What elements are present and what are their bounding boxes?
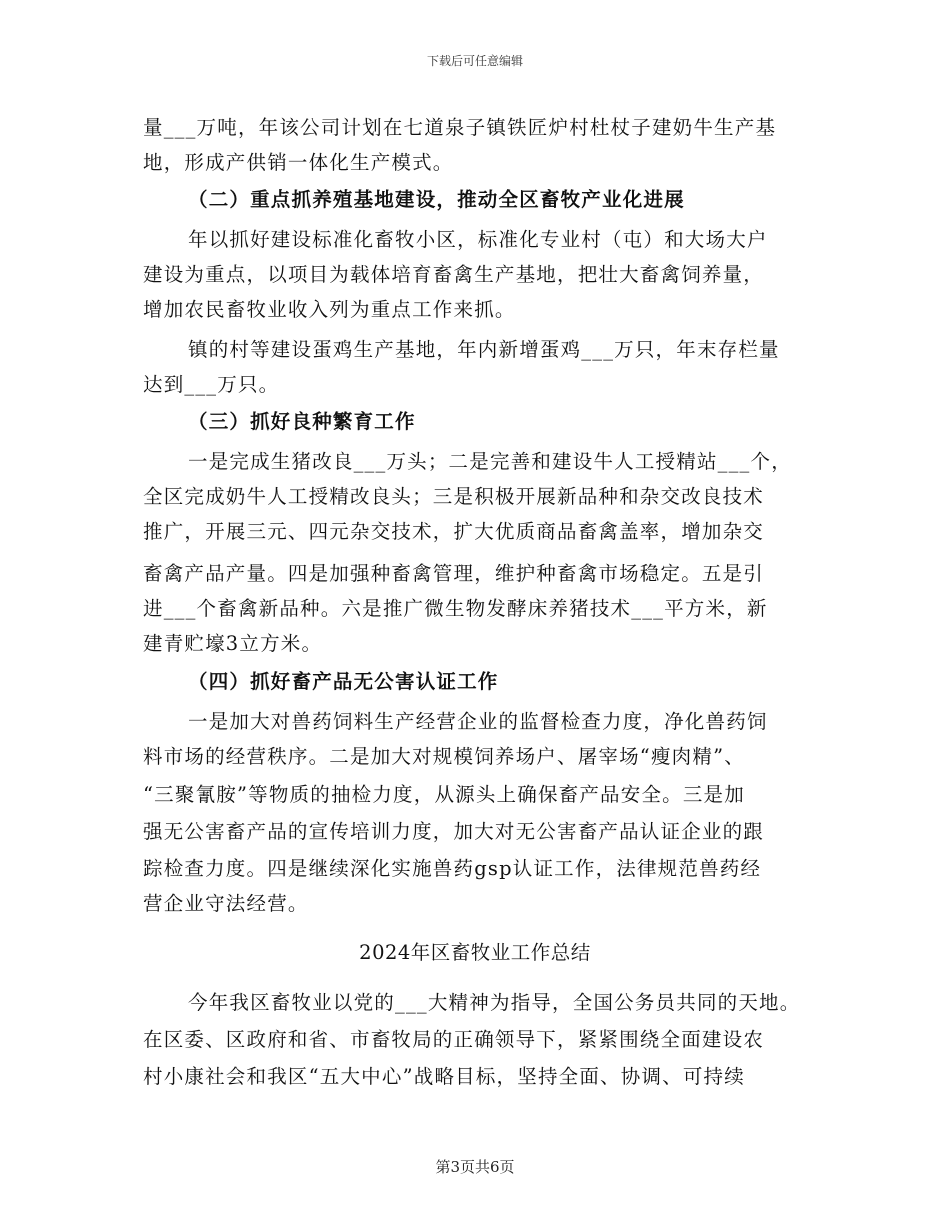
text-line: 建设为重点，以项目为载体培育畜禽生产基地，把壮大畜禽饲养量， [143,263,765,286]
text-line: 全区完成奶牛人工授精改良头；三是积极开展新品种和杂交改良技术 [143,485,765,508]
text-line: 一是加大对兽药饲料生产经营企业的监督检查力度，净化兽药饲 [188,710,768,733]
text-line: 年以抓好建设标准化畜牧小区，标准化专业村（屯）和大场大户 [188,228,768,251]
document-title: 2024年区畜牧业工作总结 [359,941,591,964]
text-line: 村小康社会和我区“五大中心”战略目标，坚持全面、协调、可持续 [143,1065,745,1088]
section-heading-2: （二）重点抓养殖基地建设，推动全区畜牧产业化进展 [188,188,685,211]
text-line: 在区委、区政府和省、市畜牧局的正确领导下，紧紧围绕全面建设农 [143,1028,765,1051]
page-footer: 第3页共6页 [435,1158,515,1176]
text-line: 建青贮壕3立方米。 [143,632,323,655]
text-line: 增加农民畜牧业收入列为重点工作来抓。 [143,298,516,321]
text-line: 地，形成产供销一体化生产模式。 [143,151,454,174]
text-line: 强无公害畜产品的宣传培训力度，加大对无公害畜产品认证企业的跟 [143,820,765,843]
text-line: 踪检查力度。四是继续深化实施兽药gsp认证工作，法律规范兽药经 [143,857,762,880]
text-line: 量___万吨，年该公司计划在七道泉子镇铁匠炉村杜杖子建奶牛生产基 [143,116,777,139]
page-header: 下载后可任意编辑 [426,54,523,68]
text-line: 一是完成生猪改良___万头；二是完善和建设牛人工授精站___个， [188,450,792,473]
text-line: “三聚氰胺”等物质的抽检力度，从源头上确保畜产品安全。三是加 [143,783,745,806]
text-line: 推广，开展三元、四元杂交技术，扩大优质商品畜禽盖率，增加杂交 [143,520,765,543]
text-line: 畜禽产品产量。四是加强种畜禽管理，维护种畜禽市场稳定。五是引 [143,562,765,585]
text-line: 达到___万只。 [143,373,280,396]
section-heading-4: （四）抓好畜产品无公害认证工作 [188,670,499,693]
section-heading-3: （三）抓好良种繁育工作 [188,410,416,433]
text-line: 今年我区畜牧业以党的___大精神为指导，全国公务员共同的天地。 [188,991,801,1014]
text-line: 进___个畜禽新品种。六是推广微生物发酵床养猪技术___平方米，新 [143,597,768,620]
text-line: 营企业守法经营。 [143,892,309,915]
text-line: 镇的村等建设蛋鸡生产基地，年内新增蛋鸡___万只，年末存栏量 [188,338,780,361]
text-line: 料市场的经营秩序。二是加大对规模饲养场户、屠宰场“瘦肉精”、 [143,745,745,768]
